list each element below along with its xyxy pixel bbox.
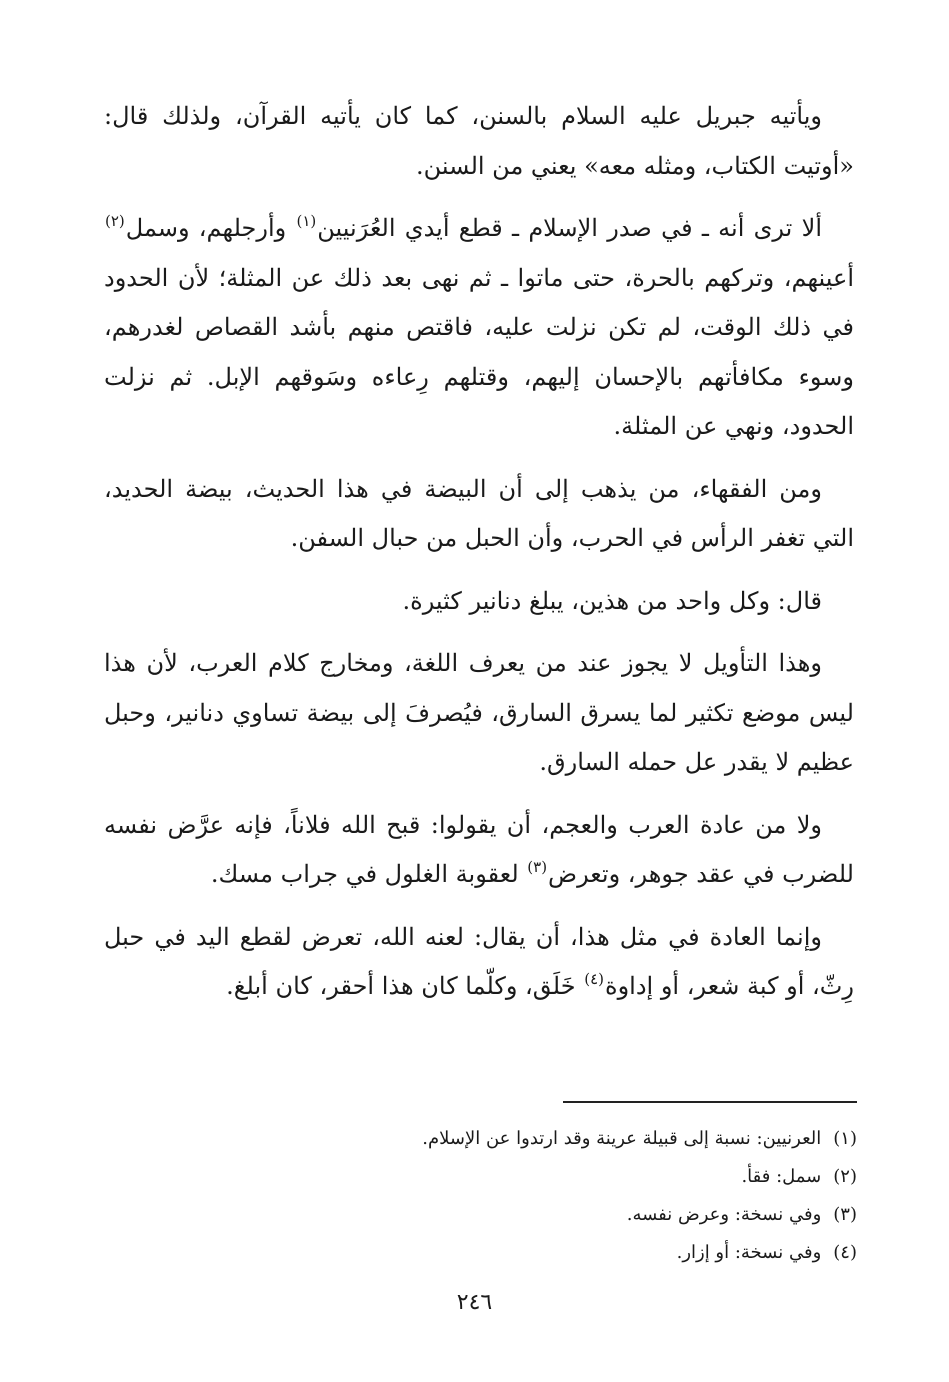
footnote-text: سمل: فقأ. bbox=[741, 1166, 822, 1187]
paragraph-2 bbox=[104, 204, 854, 452]
paragraph-6 bbox=[104, 801, 854, 900]
footnote-number: (٤) bbox=[833, 1242, 857, 1263]
paragraph-text: وأرجلهم، وسمل bbox=[125, 214, 296, 242]
paragraph-text: وهذا التأويل لا يجوز عند من يعرف اللغة، ومخارج كلام العرب، لأن هذا ليس موضع تكثير لما يسرق السارق، فيُصرفَ إلى بيضة تساوي دنانير، وحبل عظيم لا يقدر عل حمله السارق. bbox=[104, 649, 854, 776]
paragraph-text: ومن الفقهاء، من يذهب إلى أن البيضة في هذا الحديث، بيضة الحديد، التي تغفر الرأس في الحرب، وأن الحبل من حبال السفن. bbox=[104, 474, 854, 552]
page-number: ٢٤٦ bbox=[456, 1290, 493, 1315]
footnote-number: (٣) bbox=[833, 1204, 857, 1225]
paragraph-text: قال: وكل واحد من هذين، يبلغ دنانير كثيرة. bbox=[402, 586, 822, 615]
paragraph-5 bbox=[104, 639, 854, 788]
main-text bbox=[104, 92, 854, 1012]
footnote-text: العرنيين: نسبة إلى قبيلة عرينة وقد ارتدوا عن الإسلام. bbox=[422, 1128, 822, 1149]
footnote-ref-1[interactable]: (١) bbox=[296, 212, 317, 230]
footnote-ref-4[interactable]: (٤) bbox=[584, 970, 604, 988]
footnote-ref-2[interactable]: (٢) bbox=[105, 212, 125, 230]
paragraph-text: أعينهم، وتركهم بالحرة، حتى ماتوا ـ ثم نهى بعد ذلك عن المثلة؛ لأن الحدود في ذلك الوقت، لم تكن نزلت عليه، فاقتص منهم بأشد القصاص لغدرهم، وسوء مكافأتهم بالإحسان إليهم، وقتلهم رِعاءه وسَوقهم الإبل. ثم نزلت الحدود، ونهي عن المثلة. bbox=[104, 263, 854, 440]
paragraph-text: خَلَق، وكلّما كان هذا أحقر، كان أبلغ. bbox=[226, 972, 584, 1000]
footnote-item bbox=[257, 1196, 857, 1234]
footnote-item bbox=[257, 1234, 857, 1272]
paragraph-text: وإنما العادة في مثل هذا، أن يقال: لعنه الله، تعرض لقطع اليد في حبل رِثّ، أو كبة شعر، أو إداوة bbox=[104, 922, 854, 1000]
footnotes bbox=[257, 1120, 857, 1272]
paragraph-text: ويأتيه جبريل عليه السلام بالسنن، كما كان يأتيه القرآن، ولذلك قال: «أوتيت الكتاب، ومثله معه» يعني من السنن. bbox=[104, 102, 854, 180]
paragraph-3 bbox=[104, 465, 854, 564]
paragraph-1 bbox=[104, 92, 854, 191]
footnote-item bbox=[257, 1120, 857, 1158]
paragraph-text: لعقوبة الغلول في جراب مسك. bbox=[210, 860, 527, 888]
footnote-number: (١) bbox=[833, 1128, 857, 1149]
footnote-divider bbox=[563, 1101, 857, 1103]
footnote-item bbox=[257, 1158, 857, 1196]
paragraph-4 bbox=[104, 577, 854, 627]
paragraph-text: ولا من عادة العرب والعجم، أن يقولوا: قبح الله فلاناً، فإنه عرَّض نفسه للضرب في عقد جوهر، وتعرض bbox=[104, 810, 854, 888]
footnote-text: وفي نسخة: أو إزار. bbox=[676, 1242, 822, 1263]
footnote-number: (٢) bbox=[833, 1166, 857, 1187]
footnote-ref-3[interactable]: (٣) bbox=[527, 858, 548, 876]
paragraph-7 bbox=[104, 913, 854, 1012]
footnote-text: وفي نسخة: وعرض نفسه. bbox=[626, 1204, 822, 1225]
paragraph-text: ألا ترى أنه ـ في صدر الإسلام ـ قطع أيدي العُرَنيين bbox=[317, 214, 822, 242]
